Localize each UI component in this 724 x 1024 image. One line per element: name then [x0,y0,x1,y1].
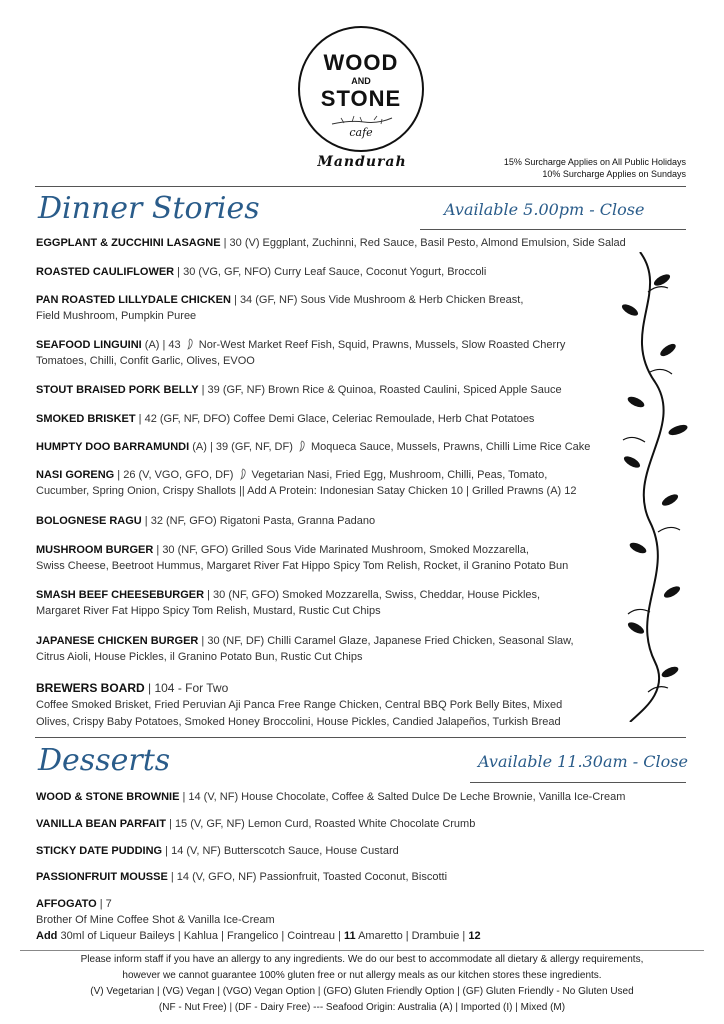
menu-item [36,789,686,805]
item-details-line2: Field Mushroom, Pumpkin Puree [36,310,197,322]
item-name: SMOKED BRISKET [36,413,136,425]
item-details: | 14 (V, NF) Butterscotch Sauce, House Custard [162,845,399,857]
surcharge-notice [504,156,686,180]
item-details: | 7 [96,898,112,910]
allergy-notice [20,952,704,1016]
item-details: | 30 (VG, GF, NFO) Curry Leaf Sauce, Coconut Yogurt, Broccoli [174,266,487,278]
footer-line: (V) Vegetarian | (VG) Vegan | (VGO) Vegan Option | (GFO) Gluten Friendly Option | (GF) Gluten Friendly - No Gluten Used [90,986,634,997]
item-name: JAPANESE CHICKEN BURGER [36,635,199,647]
addon-price: 11 [343,930,356,942]
menu-item [36,439,686,455]
chilli-icon [186,338,194,350]
item-details: | 39 (GF, NF) Brown Rice & Quinoa, Roasted Caulini, Spiced Apple Sauce [198,384,562,396]
item-details: Nor-West Market Reef Fish, Squid, Prawns, Mussels, Slow Roasted Cherry [195,339,566,351]
footer-divider [20,950,704,951]
addon-text: Amaretto | Drambuie | [355,930,469,942]
cafe-logo [298,26,424,152]
item-details-line2: Coffee Smoked Brisket, Fried Peruvian Aji Panca Free Range Chicken, Central BBQ Pork Belly Bites, Mixed [36,699,563,711]
menu-item [36,337,686,369]
item-details: | 30 (NF, DF) Chilli Caramel Glaze, Japanese Fried Chicken, Seasonal Slaw, [198,635,574,647]
section-underline [420,229,686,230]
menu-item [36,542,686,574]
item-details-line2: Swiss Cheese, Beetroot Hummus, Margaret River Fat Hippo Spicy Tom Relish, Rocket, il Granino Potato Bun [36,560,569,572]
item-details: | 14 (V, GFO, NF) Passionfruit, Toasted Coconut, Biscotti [167,871,448,883]
item-name: PASSIONFRUIT MOUSSE [36,871,168,883]
item-details: | 30 (NF, GFO) Smoked Mozzarella, Swiss, Cheddar, House Pickles, [204,589,541,601]
menu-item [36,467,686,499]
menu-item [36,633,686,665]
item-details-line2: Cucumber, Spring Onion, Crispy Shallots || Add A Protein: Indonesian Satay Chicken 10 | Grilled Prawns (A) 12 [36,485,577,497]
item-name: EGGPLANT & ZUCCHINI LASAGNE [36,237,221,249]
addon-label: Add [36,930,58,942]
footer-line: however we cannot guarantee 100% gluten free or nut allergy meals as our kitchen stores these ingredients. [122,970,602,981]
menu-item [36,264,686,280]
item-details: | 30 (V) Eggplant, Zuchinni, Red Sauce, Basil Pesto, Almond Emulsion, Side Salad [220,237,626,249]
menu-item [36,513,686,529]
item-name: STICKY DATE PUDDING [36,845,163,857]
item-details: Moqueca Sauce, Mussels, Prawns, Chilli Lime Rice Cake [307,441,591,453]
item-name: ROASTED CAULIFLOWER [36,266,175,278]
item-details-line3: Olives, Crispy Baby Potatoes, Smoked Honey Broccolini, House Pickles, Candied Jalapeños, Turkish Bread [36,716,561,728]
item-name: AFFOGATO [36,898,97,910]
vine-decoration-icon [600,252,710,722]
footer-line: (NF - Nut Free) | (DF - Dairy Free) --- Seafood Origin: Australia (A) | Imported (I) | Mixed (M) [158,1002,566,1013]
item-name: SMASH BEEF CHEESEBURGER [36,589,205,601]
item-details-line2: Margaret River Fat Hippo Spicy Tom Relish, Mustard, Rustic Cut Chips [36,605,381,617]
menu-item [36,896,686,944]
menu-item [36,292,686,324]
item-details: | 30 (NF, GFO) Grilled Sous Vide Marinated Mushroom, Smoked Mozzarella, [153,544,529,556]
item-price: (A) | 39 (GF, NF, DF) [189,441,296,453]
menu-item [36,235,686,251]
item-price: | 26 (V, VGO, GFO, DF) [114,469,237,481]
menu-item [36,843,686,859]
menu-item [36,680,686,730]
item-details: | 34 (GF, NF) Sous Vide Mushroom & Herb Chicken Breast, [230,294,524,306]
section-divider [35,186,686,187]
chilli-icon [298,440,306,452]
logo-word-and: AND [351,76,371,86]
item-details: | 15 (V, GF, NF) Lemon Curd, Roasted White Chocolate Crumb [165,818,476,830]
item-name: MUSHROOM BURGER [36,544,154,556]
item-details-line2: Citrus Aioli, House Pickles, il Granino Potato Bun, Rustic Cut Chips [36,651,363,663]
addon-text: 30ml of Liqueur Baileys | Kahlua | Frangelico | Cointreau | [57,930,344,942]
menu-item [36,587,686,619]
menu-item [36,382,686,398]
chilli-icon [239,468,247,480]
item-details: | 104 - For Two [144,681,229,695]
item-name: VANILLA BEAN PARFAIT [36,818,166,830]
dinner-title: Dinner Stories [38,191,260,226]
item-name: PAN ROASTED LILLYDALE CHICKEN [36,294,231,306]
logo-word-stone: STONE [320,86,402,111]
item-name: STOUT BRAISED PORK BELLY [36,384,199,396]
menu-item [36,869,686,885]
item-name: NASI GORENG [36,469,115,481]
addon-price: 12 [468,930,481,942]
section-divider [35,737,686,738]
item-details-line2: Brother Of Mine Coffee Shot & Vanilla Ice-Cream [36,914,275,926]
dinner-availability: Available 5.00pm - Close [444,200,645,219]
item-name: BOLOGNESE RAGU [36,515,142,527]
item-details: | 14 (V, NF) House Chocolate, Coffee & Salted Dulce De Leche Brownie, Vanilla Ice-Cream [179,791,626,803]
item-price: (A) | 43 [141,339,184,351]
location-name: Mandurah [317,154,407,170]
menu-item [36,411,686,427]
item-details-line2: Tomatoes, Chilli, Confit Garlic, Olives, EVOO [36,355,255,367]
item-name: HUMPTY DOO BARRAMUNDI [36,441,190,453]
item-name: WOOD & STONE BROWNIE [36,791,180,803]
logo-word-wood: WOOD [323,50,399,75]
item-details: | 32 (NF, GFO) Rigatoni Pasta, Granna Padano [141,515,376,527]
section-underline [470,782,686,783]
desserts-availability: Available 11.30am - Close [478,752,688,771]
item-name: BREWERS BOARD [36,681,145,695]
surcharge-line: 10% Surcharge Applies on Sundays [542,169,686,179]
surcharge-line: 15% Surcharge Applies on All Public Holidays [503,157,686,167]
liqueur-addon [36,930,481,942]
item-details: | 42 (GF, NF, DFO) Coffee Demi Glace, Celeriac Remoulade, Herb Chat Potatoes [135,413,535,425]
menu-item [36,816,686,832]
logo-word-cafe: cafe [349,126,373,139]
item-name: SEAFOOD LINGUINI [36,339,142,351]
item-details: Vegetarian Nasi, Fried Egg, Mushroom, Chilli, Peas, Tomato, [248,469,548,481]
desserts-title: Desserts [38,743,171,778]
footer-line: Please inform staff if you have an allergy to any ingredients. We do our best to accommodate all dietary & allergy requirements, [80,954,644,965]
